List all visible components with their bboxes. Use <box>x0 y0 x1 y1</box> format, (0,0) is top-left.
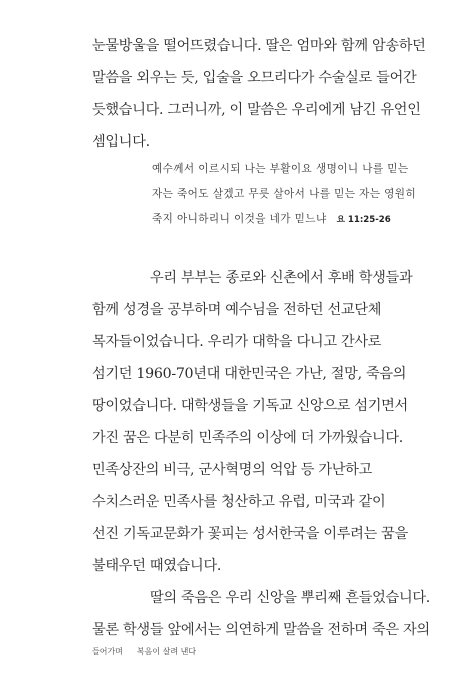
running-footer <box>92 646 196 657</box>
text-line: 수치스러운 민족사를 청산하고 유럽, 미국과 같이 <box>92 494 386 510</box>
text-line: 셈입니다. <box>92 134 150 150</box>
scripture-quote <box>152 157 452 233</box>
paragraph-3 <box>92 582 432 646</box>
footer-title: 복음이 살려 낸다 <box>136 647 197 656</box>
paragraph-2 <box>92 262 432 582</box>
text-line: 듯했습니다. 그러니까, 이 말씀은 우리에게 남긴 유언인 <box>92 102 421 118</box>
text-line: 목자들이었습니다. 우리가 대학을 다니고 간사로 <box>92 334 382 350</box>
quote-line: 자는 죽어도 살겠고 무릇 살아서 나를 믿는 자는 영원히 <box>152 188 417 200</box>
quote-text: 죽지 아니하리니 이것을 네가 믿느냐 <box>152 213 327 225</box>
text-line: 섬기던 1960-70년대 대한민국은 가난, 절망, 죽음의 <box>92 366 407 382</box>
text-line: 불태우던 때였습니다. <box>92 558 222 574</box>
text-line: 선진 기독교문화가 꽃피는 성서한국을 이루려는 꿈을 <box>92 526 408 542</box>
footer-section: 들어가며 <box>92 647 123 656</box>
scripture-reference: 요 11:25-26 <box>336 215 391 225</box>
quote-line: 예수께서 이르시되 나는 부활이요 생명이니 나를 믿는 <box>152 163 409 175</box>
text-line: 물론 학생들 앞에서는 의연하게 말씀을 전하며 죽은 자의 <box>92 622 430 638</box>
text-line: 함께 성경을 공부하며 예수님을 전하던 선교단체 <box>92 302 382 318</box>
text-line: 민족상잔의 비극, 군사혁명의 억압 등 가난하고 <box>92 462 372 478</box>
text-line: 말씀을 외우는 듯, 입술을 오므리다가 수술실로 들어간 <box>92 70 417 86</box>
text-line: 땅이었습니다. 대학생들을 기독교 신앙으로 섬기면서 <box>92 398 408 414</box>
text-line: 딸의 죽음은 우리 신앙을 뿌리째 흔들었습니다. <box>150 590 430 606</box>
quote-line-last <box>152 207 452 233</box>
text-line: 우리 부부는 종로와 신촌에서 후배 학생들과 <box>150 270 413 286</box>
text-line: 눈물방울을 떨어뜨렸습니다. 딸은 엄마와 함께 암송하던 <box>92 38 426 54</box>
text-line: 가진 꿈은 다분히 민족주의 이상에 더 가까웠습니다. <box>92 430 403 446</box>
paragraph-1 <box>92 30 432 158</box>
